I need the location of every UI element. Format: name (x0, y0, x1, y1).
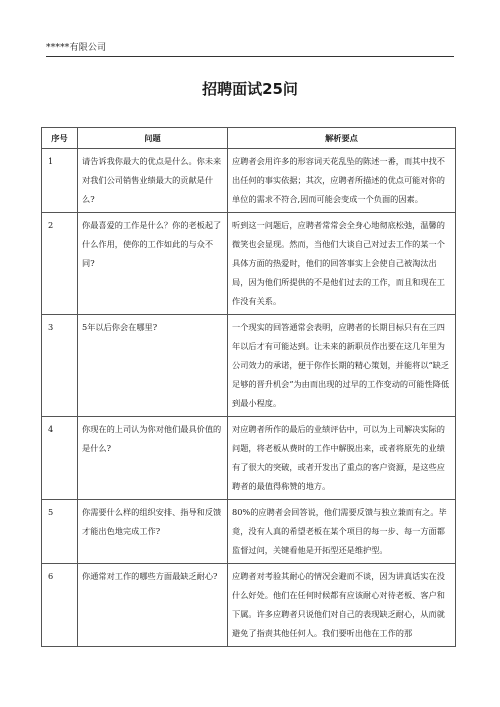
table-header-row (42, 128, 456, 149)
analysis-cell: 听到这一问题后，应聘者常常会全身心地彻底松弛，温馨的微笑也会显现。然而，当他们大谈自己对过去工作的某一个具体方面的热爱时，他们的回答事实上会使自己被淘汰出局，因为他们所提供的不是他们过去的工作，而且和现在工作没有关系。 (228, 213, 456, 315)
question-cell: 请告诉我你最大的优点是什么。你未来对我们公司销售业绩最大的贡献是什么? (78, 149, 228, 213)
table-row (42, 315, 456, 417)
row-number: 5 (42, 500, 78, 564)
table-row (42, 213, 456, 315)
table-row (42, 417, 456, 500)
column-header-analysis: 解析要点 (228, 128, 456, 149)
row-number: 4 (42, 417, 78, 500)
row-number: 3 (42, 315, 78, 417)
question-cell: 你需要什么样的组织安排、指导和反馈才能出色地完成工作? (78, 500, 228, 564)
page-header (46, 35, 454, 57)
row-number: 1 (42, 149, 78, 213)
document-title: 招聘面试25问 (202, 80, 298, 98)
question-cell: 你现在的上司认为你对他们最具价值的是什么? (78, 417, 228, 500)
analysis-cell: 一个现实的回答通常会表明，应聘者的长期目标只有在三四年以后才有可能达到。让未来的新职员作出要在这几年里为公司效力的承诺，便于你作长期的精心策划，并能将以“缺乏足够的晋升机会”为由而出现的过早的工作变动的可能性降低到最小程度。 (228, 315, 456, 417)
table-row (42, 149, 456, 213)
column-header-question: 问题 (78, 128, 228, 149)
interview-questions-table (41, 127, 456, 647)
analysis-cell: 应聘者对考验其耐心的情况会避而不谈，因为讲真话实在没什么好处。他们在任何时候都有应该耐心对待老板、客户和下属。许多应聘者只说他们对自己的表现缺乏耐心，从而就避免了指责其他任何人。我们要听出他在工作的那 (228, 564, 456, 647)
column-header-number: 序号 (42, 128, 78, 149)
company-name: *****有限公司 (46, 43, 107, 53)
row-number: 6 (42, 564, 78, 647)
question-cell: 你通常对工作的哪些方面最缺乏耐心? (78, 564, 228, 647)
table-row (42, 564, 456, 647)
analysis-cell: 对应聘者所作的最后的业绩评估中，可以为上司解决实际的问题，将老板从费时的工作中解脱出来，或者将原先的业绩有了很大的突破，或者开发出了重点的客户资源，是这些应聘者的最值得称赞的地方。 (228, 417, 456, 500)
table-row (42, 500, 456, 564)
question-cell: 5年以后你会在哪里? (78, 315, 228, 417)
row-number: 2 (42, 213, 78, 315)
question-cell: 你最喜爱的工作是什么？你的老板起了什么作用，使你的工作如此的与众不同? (78, 213, 228, 315)
analysis-cell: 应聘者会用许多的形容词天花乱坠的陈述一番，而其中找不出任何的事实依据；其次，应聘者所描述的优点可能对你的单位的需求不符合,因而可能会变成一个负面的因素。 (228, 149, 456, 213)
analysis-cell: 80%的应聘者会回答说，他们需要反馈与独立兼而有之。毕竟，没有人真的希望老板在某个项目的每一步、每一方面都监督过问，关键看他是开拓型还是维护型。 (228, 500, 456, 564)
